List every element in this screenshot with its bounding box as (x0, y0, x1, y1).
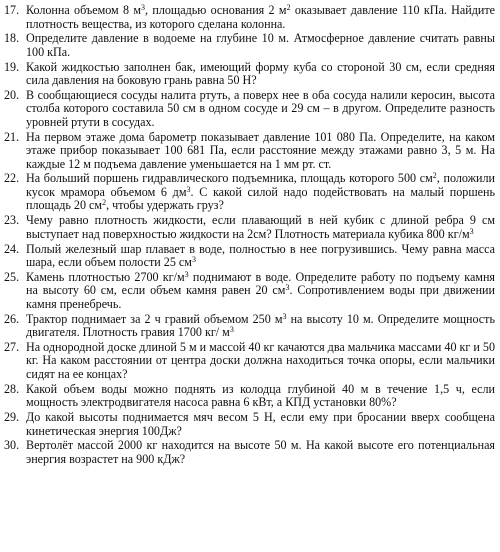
task-24 (4, 243, 495, 270)
task-21 (4, 131, 495, 172)
task-number: 27. (4, 339, 20, 354)
task-text: В сообщающиеся сосуды налита ртуть, а поверх нее в оба сосуда налили керосин, высота столба которого составила 50 см в одном сосуде и 29 см – в другом. Определите разность уровней ртути в сосудах. (26, 87, 495, 129)
task-26 (4, 313, 495, 340)
task-number: 22. (4, 171, 20, 186)
task-22 (4, 172, 495, 213)
task-number: 28. (4, 381, 20, 396)
task-28 (4, 383, 495, 410)
task-30 (4, 439, 495, 466)
task-25 (4, 271, 495, 312)
task-text: Определите давление в водоеме на глубине 10 м. Атмосферное давление считать равны 100 кПа. (26, 31, 495, 59)
task-27 (4, 341, 495, 382)
task-number: 25. (4, 269, 20, 284)
task-text: До какой высоты поднимается мяч весом 5 Н, если ему при бросании вверх сообщена кинетическая энергия 100Дж? (26, 410, 495, 438)
task-23 (4, 214, 495, 241)
task-number: 17. (4, 3, 20, 17)
task-text: На однородной доске длиной 5 м и массой 40 кг качаются два мальчика массами 40 кг и 50 кг. На каком расстоянии от центра доски должна находиться точка опоры, если мальчики сидят на ее концах? (26, 339, 495, 381)
task-text: Вертолёт массой 2000 кг находится на высоте 50 м. На какой высоте его потенциальная энергия возрастет на 900 кДж? (26, 438, 495, 466)
task-text: Полый железный шар плавает в воде, полностью в нее погрузившись. Чему равна масса шара, если объем полости 25 $см^3$ (26, 241, 495, 270)
task-text: Камень плотностью 2700 $кг/м^3$ поднимают в воде. Определите работу по подъему камня на высоту 60 см, если объем камня равен 20 $см^3$. Сопротивлением воды при движении камня пренебречь. (26, 269, 495, 311)
task-text: На больший поршень гидравлического подъемника, площадь которого 500 $см^2$, положили кусок мрамора объемом 6 $дм^3$. С какой силой надо подействовать на малый поршень площадь 20 $см^2$, чтобы удержать груз? (26, 171, 495, 213)
task-text: Колонна объемом 8 $м^3$, площадью основания 2 $м^2$ оказывает давление 110 кПа. Найдите плотность вещества, из которого сделана колонна. (26, 3, 495, 31)
task-29 (4, 411, 495, 438)
task-17 (4, 4, 495, 31)
task-20 (4, 89, 495, 130)
task-text: Трактор поднимает за 2 ч гравий объемом 250 $м^3$ на высоту 10 м. Определите мощность двигателя. Плотность гравия 1700 кг/ $м^3$ (26, 311, 495, 340)
task-19 (4, 61, 495, 88)
task-number: 26. (4, 311, 20, 326)
task-number: 20. (4, 87, 20, 102)
task-number: 23. (4, 213, 20, 228)
task-text: Какой объем воды можно поднять из колодца глубиной 40 м в течение 1,5 ч, если мощность электродвигателя насоса равна 6 кВт, а КПД установки 80%? (26, 381, 495, 410)
task-number: 30. (4, 438, 20, 453)
task-text: Чему равно плотность жидкости, если плавающий в ней кубик с длиной ребра 9 см выступает над поверхностью жидкости на 2см? Плотность материала кубика 800 $кг/м^3$ (26, 213, 495, 241)
task-text: Какой жидкостью заполнен бак, имеющий форму куба со стороной 30 см, если средняя сила давления на боковую грань равна 50 Н? (26, 59, 495, 88)
task-number: 29. (4, 410, 20, 425)
task-number: 21. (4, 129, 20, 144)
task-text: На первом этаже дома барометр показывает давление 101 080 Па. Определите, на каком этаже прибор показывает 100 681 Па, если расстояние между этажами равно 3, 5 м. На каждые 12 м подъема давление уменьшается на 1 мм рт. ст. (26, 129, 495, 171)
task-18 (4, 32, 495, 59)
task-number: 18. (4, 31, 20, 46)
task-number: 19. (4, 59, 20, 74)
task-number: 24. (4, 241, 20, 256)
